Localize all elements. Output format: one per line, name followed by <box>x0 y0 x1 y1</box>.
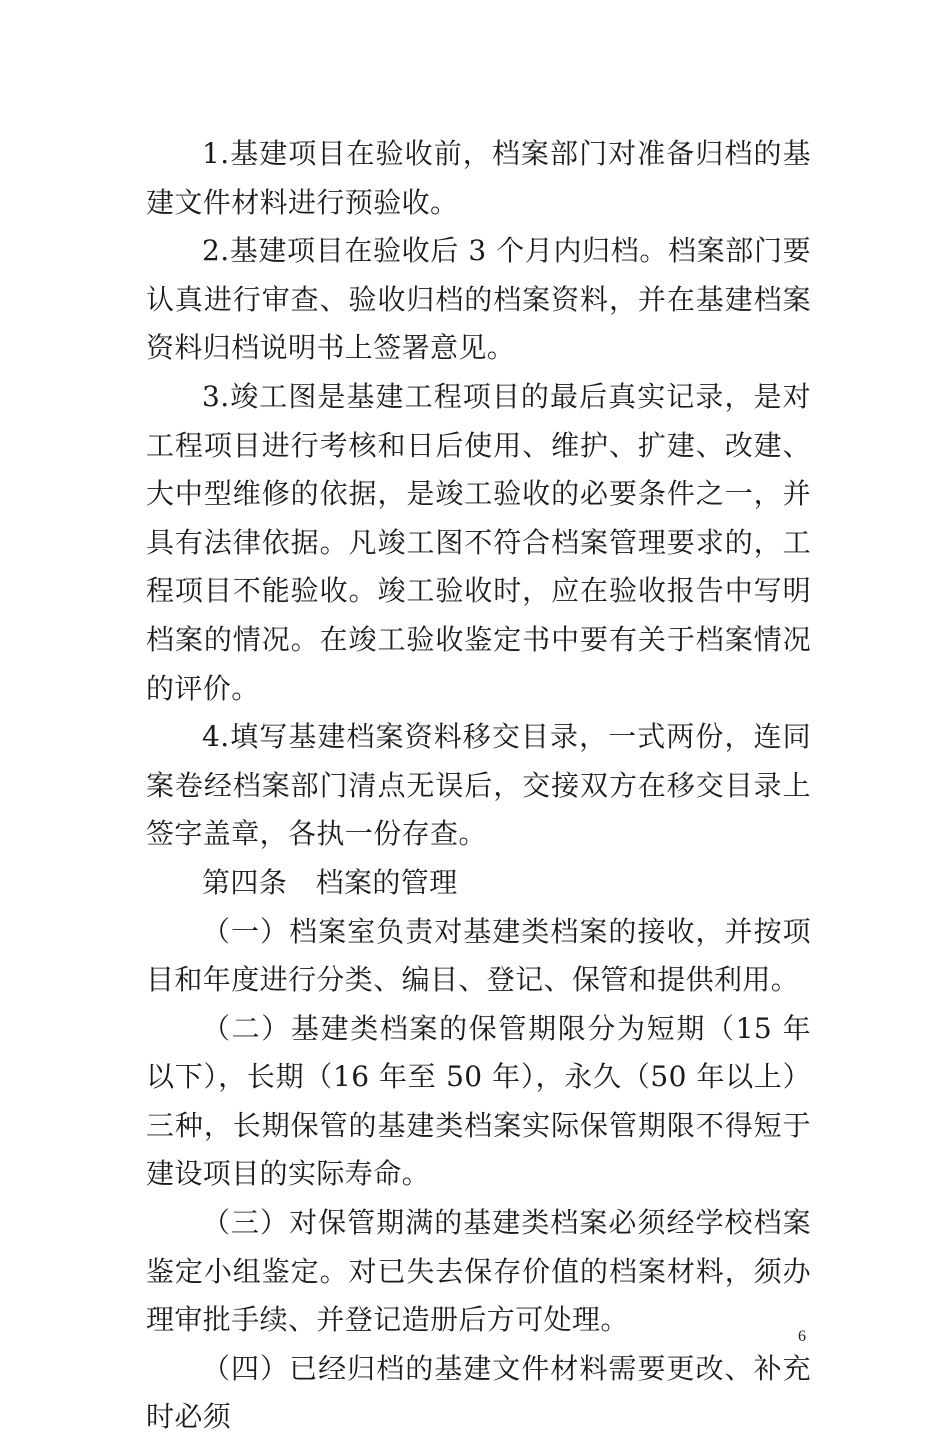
page-number: 6 <box>798 1328 806 1345</box>
paragraph-item-1: 1.基建项目在验收前，档案部门对准备归档的基建文件材料进行预验收。 <box>146 137 811 219</box>
paragraph-section-2: （二）基建类档案的保管期限分为短期（15 年以下），长期（16 年至 50 年），永久（50 年以上）三种，长期保管的基建类档案实际保管期限不得短于建设项目的实际寿命。 <box>146 1011 811 1191</box>
paragraph-item-3: 3.竣工图是基建工程项目的最后真实记录，是对工程项目进行考核和日后使用、维护、扩建、改建、大中型维修的依据，是竣工验收的必要条件之一，并具有法律依据。凡竣工图不符合档案管理要求的，工程项目不能验收。竣工验收时，应在验收报告中写明档案的情况。在竣工验收鉴定书中要有关于档案情况的评价。 <box>146 379 811 705</box>
paragraph-section-1: （一）档案室负责对基建类档案的接收，并按项目和年度进行分类、编目、登记、保管和提供利用。 <box>146 914 811 997</box>
article-heading: 第四条 档案的管理 <box>202 865 458 899</box>
paragraph-item-4: 4.填写基建档案资料移交目录，一式两份，连同案卷经档案部门清点无误后，交接双方在移交目录上签字盖章，各执一份存查。 <box>146 720 811 851</box>
document-body <box>146 130 811 1442</box>
paragraph-section-4: （四）已经归档的基建文件材料需要更改、补充时必须 <box>146 1351 811 1434</box>
paragraph-section-3: （三）对保管期满的基建类档案必须经学校档案鉴定小组鉴定。对已失去保存价值的档案材料，须办理审批手续、并登记造册后方可处理。 <box>146 1206 811 1337</box>
paragraph-item-2: 2.基建项目在验收后 3 个月内归档。档案部门要认真进行审查、验收归档的档案资料，并在基建档案资料归档说明书上签署意见。 <box>146 234 811 365</box>
